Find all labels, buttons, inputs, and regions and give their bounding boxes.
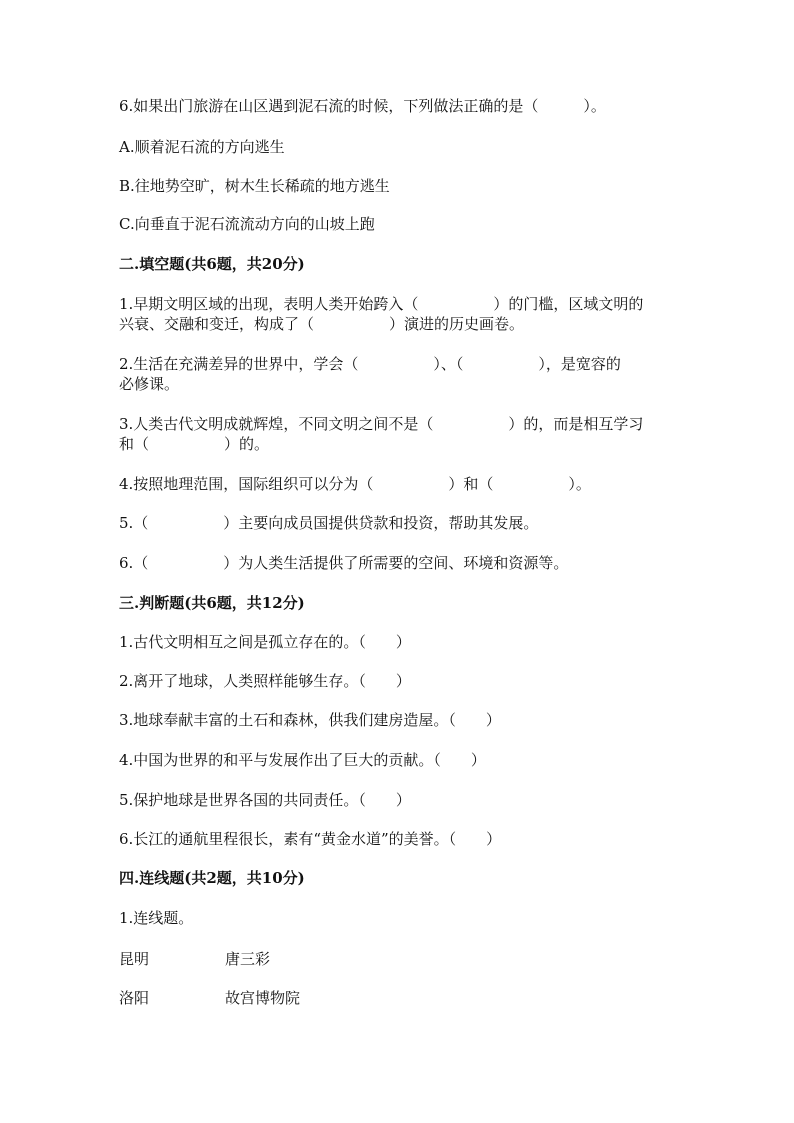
judge-item-5: 5.保护地球是世界各国的共同责任。（ ） — [119, 791, 411, 809]
option-b: B.往地势空旷，树木生长稀疏的地方逃生 — [119, 177, 390, 195]
judge-section-heading: 三.判断题(共6题，共12分) — [119, 594, 305, 612]
match-left-item: 洛阳 — [119, 989, 150, 1007]
fill-section-heading: 二.填空题(共6题，共20分) — [119, 255, 305, 273]
fill-item-5: 5.（ ）主要向成员国提供贷款和投资，帮助其发展。 — [119, 514, 539, 532]
match-right-item: 唐三彩 — [225, 950, 271, 968]
fill-item-4: 4.按照地理范围，国际组织可以分为（ ）和（ ）。 — [119, 475, 591, 493]
match-question-label: 1.连线题。 — [119, 909, 194, 927]
question-6-stem: 6.如果出门旅游在山区遇到泥石流的时候，下列做法正确的是（ ）。 — [119, 97, 606, 115]
fill-item-1-line-2: 兴衰、交融和变迁，构成了（ ）演进的历史画卷。 — [119, 315, 525, 333]
judge-item-4: 4.中国为世界的和平与发展作出了巨大的贡献。（ ） — [119, 751, 486, 769]
option-c: C.向垂直于泥石流流动方向的山坡上跑 — [119, 215, 375, 233]
match-left-item: 昆明 — [119, 950, 150, 968]
judge-item-3: 3.地球奉献丰富的土石和森林，供我们建房造屋。（ ） — [119, 711, 501, 729]
judge-item-2: 2.离开了地球，人类照样能够生存。（ ） — [119, 672, 411, 690]
option-a: A.顺着泥石流的方向逃生 — [119, 138, 285, 156]
fill-item-3-line-1: 3.人类古代文明成就辉煌，不同文明之间不是（ ）的，而是相互学习 — [119, 415, 644, 433]
judge-item-1: 1.古代文明相互之间是孤立存在的。（ ） — [119, 633, 411, 651]
judge-item-6: 6.长江的通航里程很长，素有“黄金水道”的美誉。（ ） — [119, 830, 502, 848]
fill-item-3-line-2: 和（ ）的。 — [119, 435, 270, 453]
fill-item-6: 6.（ ）为人类生活提供了所需要的空间、环境和资源等。 — [119, 554, 569, 572]
match-right-item: 故宫博物院 — [225, 989, 301, 1007]
fill-item-2-line-2: 必修课。 — [119, 375, 180, 393]
fill-item-1-line-1: 1.早期文明区域的出现，表明人类开始跨入（ ）的门槛，区域文明的 — [119, 295, 644, 313]
match-section-heading: 四.连线题(共2题，共10分) — [119, 869, 305, 887]
fill-item-2-line-1: 2.生活在充满差异的世界中，学会（ ）、（ ），是宽容的 — [119, 355, 621, 373]
